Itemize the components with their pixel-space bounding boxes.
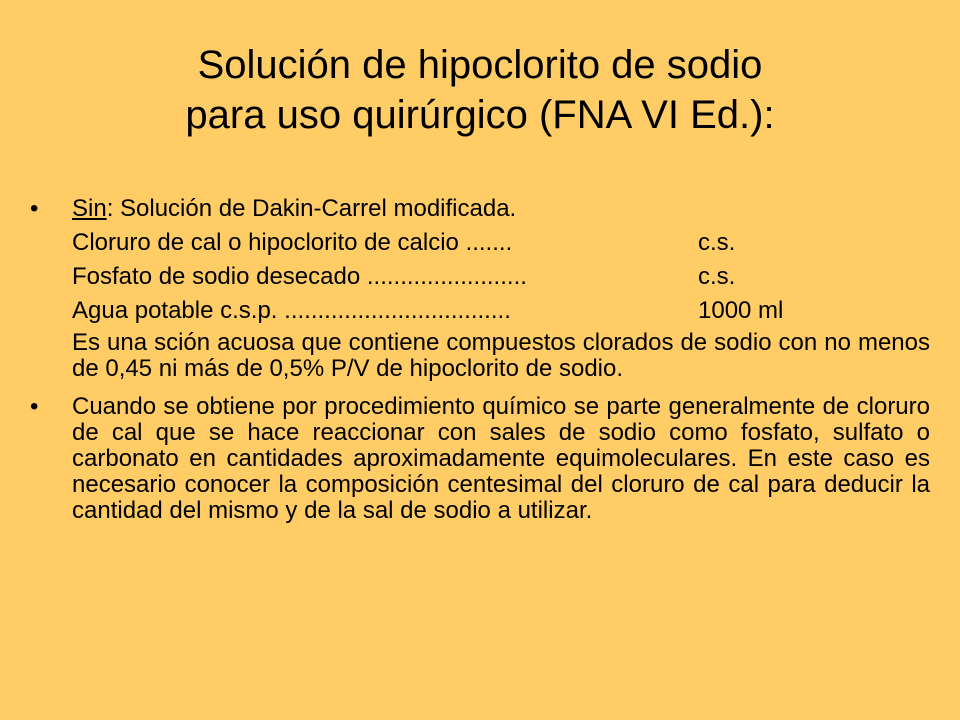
slide-title: [0, 40, 960, 140]
recipe-ingredient: Agua potable c.s.p. ..................................: [72, 297, 511, 324]
procedure-paragraph: Cuando se obtiene por procedimiento químico se parte generalmente de cloruro de cal que se hace reaccionar con sales de sodio como fosfato, sulfato o carbonato en cantidades aproximadamente equimoleculares. En este caso es necesario conocer la composición centesimal del cloruro de cal para deducir la cantidad del mismo y de la sal de sodio a utilizar.: [72, 393, 930, 524]
bullet-item-procedure: [30, 390, 930, 524]
recipe-row: [72, 294, 930, 328]
synonym-label: Sin: [72, 195, 107, 222]
recipe-row: [72, 226, 930, 260]
recipe-ingredient: Fosfato de sodio desecado ........................: [72, 263, 527, 290]
recipe-quantity: c.s.: [698, 229, 736, 256]
recipe-ingredient: Cloruro de cal o hipoclorito de calcio .......: [72, 229, 513, 256]
title-line-1: Solución de hipoclorito de sodio: [197, 43, 763, 87]
recipe-quantity: 1000 ml: [698, 297, 784, 324]
slide-body: [30, 192, 930, 524]
synonym-line: [72, 192, 930, 226]
recipe-row: [72, 260, 930, 294]
bullet-dot-icon: •: [30, 393, 39, 420]
synonym-text: : Solución de Dakin-Carrel modificada.: [106, 195, 517, 222]
recipe-quantity: c.s.: [698, 263, 736, 290]
bullet-item-formula: [30, 192, 930, 390]
title-line-2: para uso quirúrgico (FNA VI Ed.):: [185, 93, 775, 137]
description-paragraph: Es una sción acuosa que contiene compuestos clorados de sodio con no menos de 0,45 ni más de 0,5% P/V de hipoclorito de sodio.: [72, 329, 930, 382]
bullet-dot-icon: •: [30, 195, 39, 222]
